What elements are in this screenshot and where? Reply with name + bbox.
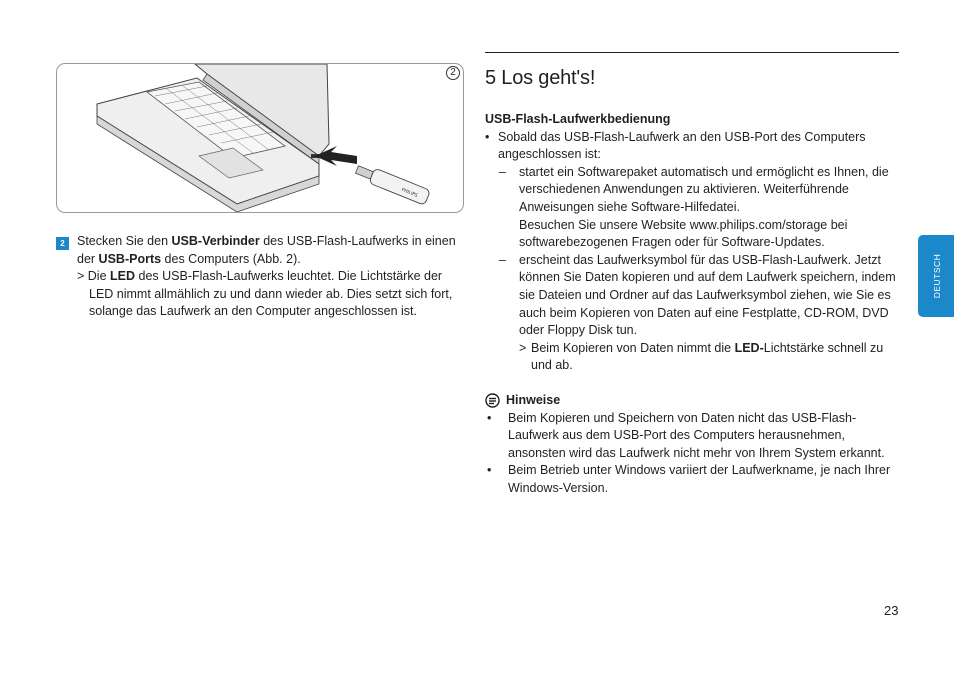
dash-item: – erscheint das Laufwerksymbol für das USB-Flash-Laufwerk. Jetzt können Sie Daten kopieren und auf dem Laufwerk speichern, indem sie Dateien und Ordner auf das Laufwerksymbol ziehen, wie Sie es auch beim Kopieren von Daten auf eine Festplatte, CD-ROM, DVD oder Floppy Disk tun. <box>499 252 896 338</box>
section-heading: 5 Los geht's! <box>485 67 596 89</box>
figure-number: 2 <box>446 66 460 80</box>
note-item: • Beim Betrieb unter Windows variiert der Laufwerkname, je nach Ihrer Windows-Version. <box>487 463 891 495</box>
step-text <box>77 233 469 321</box>
subsection-title: USB-Flash-Laufwerkbedienung <box>485 112 671 126</box>
heading-rule <box>485 52 899 53</box>
language-tab <box>918 235 954 317</box>
step-result: > Die LED des USB-Flash-Laufwerks leuchtet. Die Lichtstärke der LED nimmt allmählich zu und dann wieder ab. Dies setzt sich fort, solange das Laufwerk an den Computer angeschlossen ist. <box>77 269 453 319</box>
note-item: • Beim Kopieren und Speichern von Daten nicht das USB-Flash-Laufwerk aus dem USB-Port des Computers herausnehmen, ansonsten wird das Laufwerk nicht mehr von Ihrem System erkannt. <box>487 410 885 460</box>
usage-section <box>485 111 905 375</box>
note-icon <box>485 393 500 408</box>
language-tab-label: DEUTSCH <box>931 253 942 299</box>
result-item: > Beim Kopieren von Daten nimmt die LED-Lichtstärke schnell zu und ab. <box>519 340 884 373</box>
illustration-frame <box>56 63 464 213</box>
step-instruction: Stecken Sie den USB-Verbinder des USB-Flash-Laufwerks in einen der USB-Ports des Computers (Abb. 2). <box>77 234 456 266</box>
dash-item: – startet ein Softwarepaket automatisch und ermöglicht es Ihnen, die verschiedenen Anwendungen zu aktivieren. Weiterführende Anweisungen siehe Software-Hilfedatei. <box>499 164 889 214</box>
dash-item-continuation: Besuchen Sie unsere Website www.philips.com/storage bei softwarebezogenen Fragen oder für Software-Updates. <box>519 217 848 250</box>
notes-heading: Hinweise <box>485 392 905 410</box>
step-badge: 2 <box>56 237 69 250</box>
bullet-item: • Sobald das USB-Flash-Laufwerk an den USB-Port des Computers angeschlossen ist: <box>485 129 866 162</box>
brand-label: PHILIPS <box>400 187 419 199</box>
notes-section <box>485 392 905 498</box>
page-number: 23 <box>884 603 899 618</box>
laptop-usb-illustration <box>57 64 464 213</box>
